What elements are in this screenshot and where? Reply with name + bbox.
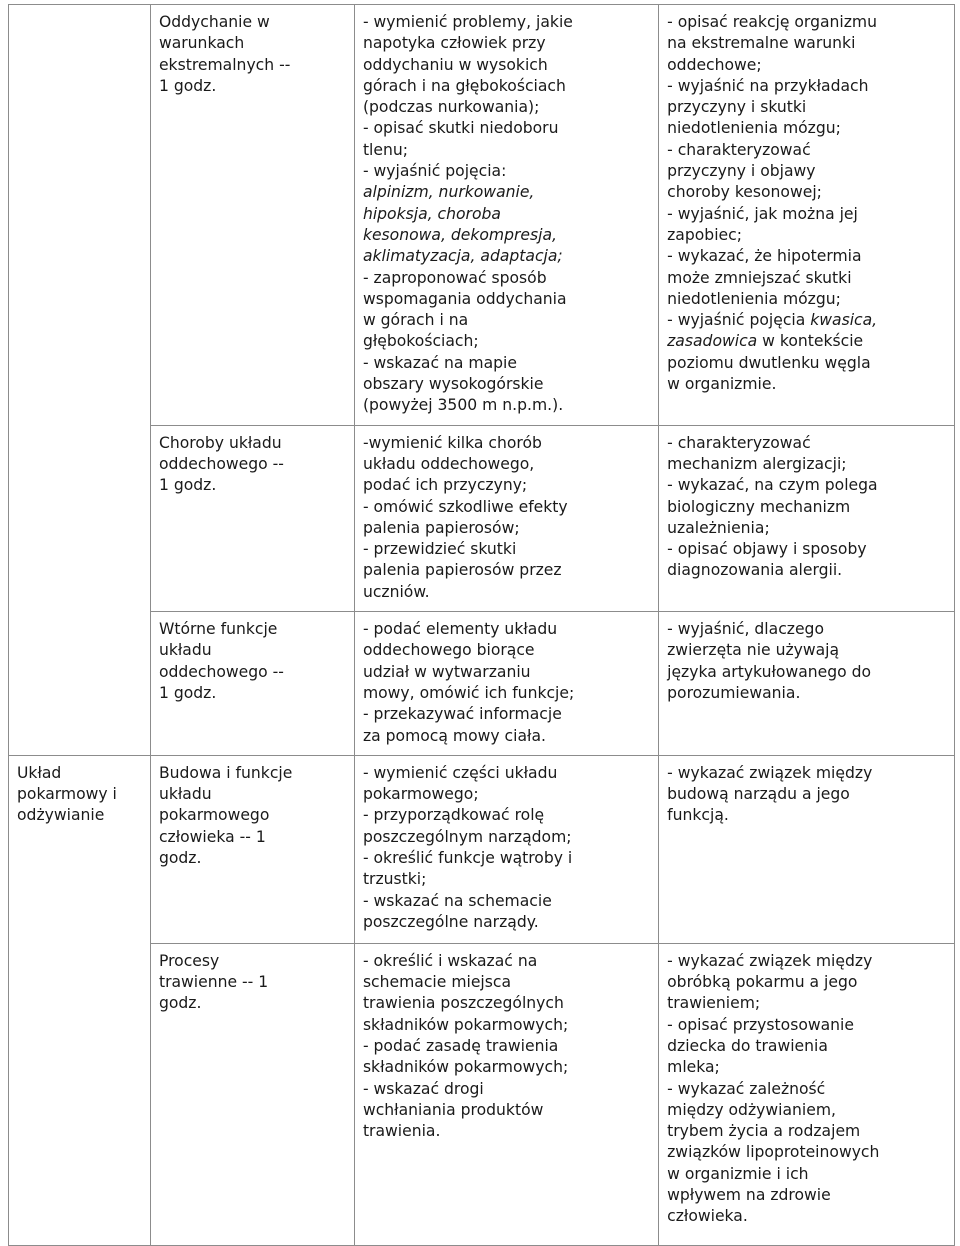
requirement-line: - wyjaśnić pojęcia kwasica, (667, 311, 878, 330)
curriculum-table (8, 4, 955, 1246)
requirement-line: niedotlenienia mózgu; (667, 119, 841, 138)
requirement-line: - charakteryzować (667, 433, 811, 452)
requirement-line: oddechowe; (667, 55, 762, 74)
requirement-line: w organizmie. (667, 375, 777, 394)
requirement-line: trzustki; (362, 870, 427, 889)
requirement-line: porozumiewania. (667, 683, 801, 702)
requirement-line: zasadowica w kontekście (667, 332, 864, 351)
requirement-line: - wykazać związek między (667, 951, 873, 970)
requirement-line: może zmniejszać skutki (667, 268, 852, 287)
table-row (9, 943, 955, 1245)
requirement-line: układu oddechowego, (362, 454, 535, 473)
requirement-line: - wymienić problemy, jakie (362, 13, 573, 31)
requirement-line: górach i na głębokościach (362, 76, 566, 95)
requirement-line: - określić i wskazać na (362, 951, 538, 970)
requirement-line: - wskazać na mapie (362, 353, 517, 372)
topic-cell: Oddychanie w warunkach ekstremalnych -- 1 godz. (150, 5, 354, 426)
requirement-line: składników pokarmowych; (362, 1058, 569, 1077)
topic-cell: Budowa i funkcje układu pokarmowego człowieka -- 1 godz. (150, 755, 354, 943)
requirement-line: obróbką pokarmu a jego (667, 973, 858, 992)
basic-requirements-list (363, 763, 652, 933)
requirement-line: (podczas nurkowania); (362, 98, 540, 117)
extended-requirements-cell (659, 943, 955, 1245)
requirement-line: - określić funkcje wątroby i (362, 848, 573, 867)
basic-requirements-cell (354, 5, 658, 426)
extended-requirements-cell (659, 612, 955, 756)
requirement-line: hipoksja, choroba (362, 204, 501, 223)
requirement-line: wchłaniania produktów (362, 1100, 544, 1119)
basic-requirements-list (363, 619, 652, 747)
requirement-line: tlenu; (362, 140, 408, 159)
requirement-line: uzależnienia; (667, 518, 770, 537)
requirement-line: przyczyny i skutki (667, 98, 807, 117)
requirement-line: choroby kesonowej; (667, 183, 822, 202)
requirement-line: - wyjaśnić pojęcia: (362, 162, 507, 181)
requirement-line: języka artykułowanego do (667, 662, 872, 681)
requirement-line: oddychaniu w wysokich (362, 55, 548, 74)
requirement-line: wspomagania oddychania (362, 289, 567, 308)
requirement-line: - wykazać związek między (667, 763, 873, 782)
requirement-line: - wykazać, że hipotermia (667, 247, 862, 266)
requirement-line: w organizmie i ich (667, 1164, 809, 1183)
basic-requirements-list (363, 12, 652, 417)
table-row (9, 425, 955, 611)
requirement-line: - podać elementy układu (362, 620, 558, 639)
extended-requirements-list (667, 619, 948, 704)
requirement-line: uczniów. (362, 582, 430, 601)
section-cell-respiratory (9, 5, 151, 756)
requirement-line: - wyjaśnić, jak można jej (667, 204, 858, 223)
requirement-line: trybem życia a rodzajem (667, 1122, 861, 1141)
topic-cell: Procesy trawienne -- 1 godz. (150, 943, 354, 1245)
requirement-line: związków lipoproteinowych (667, 1143, 880, 1162)
requirement-line: mleka; (667, 1058, 720, 1077)
extended-requirements-list (667, 433, 948, 582)
requirement-line: (powyżej 3500 m n.p.m.). (362, 396, 564, 415)
requirement-line: oddechowego biorące (362, 641, 535, 660)
requirement-line: aklimatyzacja, adaptacja; (362, 247, 563, 266)
requirement-line: - przekazywać informacje (362, 705, 562, 724)
requirement-line: człowieka. (667, 1207, 748, 1226)
table-row (9, 755, 955, 943)
requirement-line: - charakteryzować (667, 140, 811, 159)
requirement-line: zwierzęta nie używają (667, 641, 840, 660)
requirement-line: przyczyny i objawy (667, 162, 816, 181)
requirement-line: - wskazać drogi (362, 1079, 484, 1098)
requirement-line: - wykazać zależność (667, 1079, 826, 1098)
requirement-line: biologiczny mechanizm (667, 497, 851, 516)
requirement-line: w górach i na (362, 311, 469, 330)
requirement-line: - podać zasadę trawienia (362, 1036, 559, 1055)
requirement-line: na ekstremalne warunki (667, 34, 856, 53)
extended-requirements-list (667, 12, 948, 395)
requirement-line: trawienia. (362, 1122, 441, 1141)
extended-requirements-cell (659, 425, 955, 611)
requirement-line: - wymienić części układu (362, 763, 558, 782)
requirement-line: diagnozowania alergii. (667, 561, 843, 580)
table-row (9, 5, 955, 426)
basic-requirements-cell (354, 943, 658, 1245)
requirement-line: - wykazać, na czym polega (667, 476, 878, 495)
requirement-line: obszary wysokogórskie (362, 375, 544, 394)
requirement-line: - zaproponować sposób (362, 268, 547, 287)
requirement-line: głębokościach; (362, 332, 479, 351)
requirement-line: napotyka człowiek przy (362, 34, 546, 53)
requirement-line: dziecka do trawienia (667, 1036, 828, 1055)
requirement-line: palenia papierosów przez (362, 561, 562, 580)
requirement-line: niedotlenienia mózgu; (667, 289, 841, 308)
requirement-line: - omówić szkodliwe efekty (362, 497, 568, 516)
requirement-line: mowy, omówić ich funkcje; (362, 683, 575, 702)
requirement-line: funkcją. (667, 806, 729, 825)
requirement-line: -wymienić kilka chorób (362, 433, 542, 452)
requirement-line: - wyjaśnić, dlaczego (667, 620, 824, 639)
requirement-line: - opisać skutki niedoboru (362, 119, 559, 138)
requirement-line: trawienia poszczególnych (362, 994, 564, 1013)
requirement-line: kesonowa, dekompresja, (362, 225, 557, 244)
requirement-line: poszczególnym narządom; (362, 827, 572, 846)
requirement-line: - wyjaśnić na przykładach (667, 76, 869, 95)
requirement-line: schemacie miejsca (362, 973, 512, 992)
requirement-line: palenia papierosów; (362, 518, 520, 537)
requirement-line: budową narządu a jego (667, 785, 850, 804)
topic-cell: Wtórne funkcje układu oddechowego -- 1 godz. (150, 612, 354, 756)
table-row (9, 612, 955, 756)
topic-cell: Choroby układu oddechowego -- 1 godz. (150, 425, 354, 611)
basic-requirements-cell (354, 755, 658, 943)
extended-requirements-list (667, 951, 948, 1228)
requirement-line: - opisać przystosowanie (667, 1015, 854, 1034)
section-cell-digestive (9, 755, 151, 1245)
extended-requirements-cell (659, 755, 955, 943)
requirement-line: składników pokarmowych; (362, 1015, 569, 1034)
requirement-line: udział w wytwarzaniu (362, 662, 531, 681)
requirement-line: podać ich przyczyny; (362, 476, 528, 495)
section-label: Układ pokarmowy i odżywianie (17, 763, 117, 825)
requirement-line: wpływem na zdrowie (667, 1186, 831, 1205)
requirement-line: trawieniem; (667, 994, 761, 1013)
requirement-line: - przyporządkować rolę (362, 806, 545, 825)
requirement-line: pokarmowego; (362, 785, 479, 804)
requirement-line: - wskazać na schemacie (362, 891, 552, 910)
requirement-line: - opisać reakcję organizmu (667, 13, 878, 31)
requirement-line: za pomocą mowy ciała. (362, 726, 546, 745)
requirement-line: poszczególne narządy. (362, 912, 539, 931)
basic-requirements-list (363, 951, 652, 1143)
requirement-line: poziomu dwutlenku węgla (667, 353, 871, 372)
requirement-line: zapobiec; (667, 225, 742, 244)
requirement-line: alpinizm, nurkowanie, (362, 183, 535, 202)
basic-requirements-cell (354, 425, 658, 611)
requirement-line: mechanizm alergizacji; (667, 454, 847, 473)
extended-requirements-cell (659, 5, 955, 426)
basic-requirements-cell (354, 612, 658, 756)
extended-requirements-list (667, 763, 948, 827)
basic-requirements-list (363, 433, 652, 603)
requirement-line: między odżywianiem, (667, 1100, 836, 1119)
requirement-line: - przewidzieć skutki (362, 540, 517, 559)
requirement-line: - opisać objawy i sposoby (667, 540, 867, 559)
